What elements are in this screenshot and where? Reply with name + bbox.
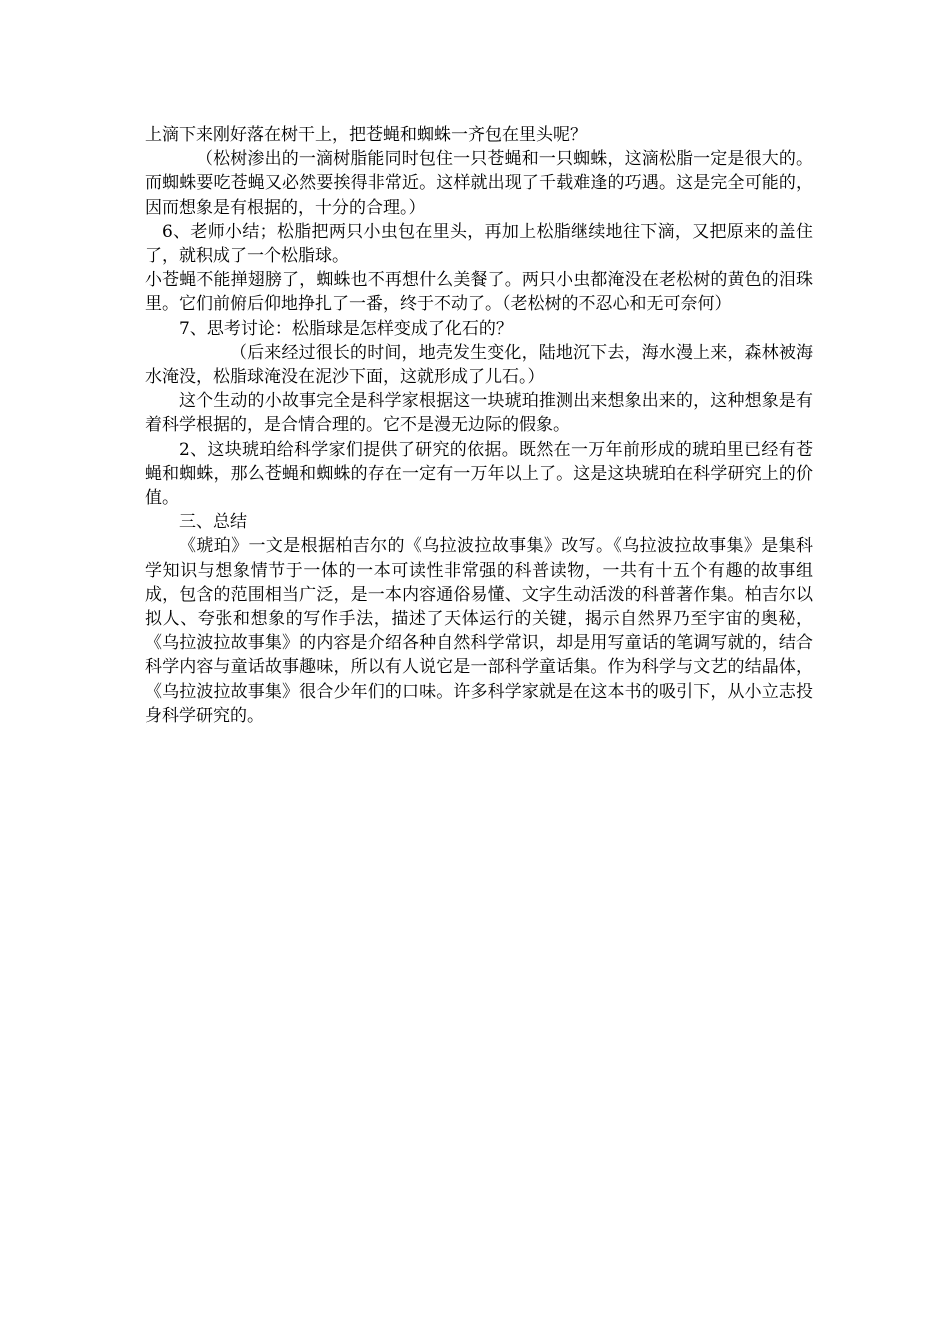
paragraph-summary-body: 《琥珀》一文是根据柏吉尔的《乌拉波拉故事集》改写。《乌拉波拉故事集》是集科学知识与想象情节于一体的一本可读性非常强的科普读物，一共有十五个有趣的故事组成，包含的范围相当广泛，是一本内容通俗易懂、文字生动活泼的科普著作集。柏吉尔以拟人、夸张和想象的写作手法，描述了天体运行的关键，揭示自然界乃至宇宙的奥秘，《乌拉波拉故事集》的内容是介绍各种自然科学常识，却是用写童话的笔调写就的，结合科学内容与童话故事趣味，所以有人说它是一部科学童话集。作为科学与文艺的结晶体，《乌拉波拉故事集》很合少年们的口味。许多科学家就是在这本书的吸引下，从小立志投身科学研究的。 [145, 536, 813, 726]
paragraph-discussion-question: 7、思考讨论：松脂球是怎样变成了化石的？ [179, 318, 513, 339]
paragraph-teacher-summary: 6、老师小结；松脂把两只小虫包在里头，再加上松脂继续地往下滴，又把原来的盖住了，就积成了一个松脂球。 [145, 221, 813, 267]
paragraph-research-value: 2、这块琥珀给科学家们提供了研究的依据。既然在一万年前形成的琥珀里已经有苍蝇和蜘蛛，那么苍蝇和蜘蛛的存在一定有一万年以上了。这是这块琥珀在科学研究上的价值。 [145, 439, 813, 509]
document-page [145, 123, 813, 728]
paragraph-insects-trapped: 小苍蝇不能掸翅膀了，蜘蛛也不再想什么美餐了。两只小虫都淹没在老松树的黄色的泪珠里。它们前俯后仰地挣扎了一番，终于不动了。（老松树的不忍心和无可奈何） [145, 270, 813, 315]
paragraph-continuation: 上滴下来刚好落在树干上，把苍蝇和蜘蛛一齐包在里头呢？ [145, 125, 587, 145]
paragraph-fossil-formation: （后来经过很长的时间，地壳发生变化，陆地沉下去，海水漫上来，森林被海水淹没，松脂球淹没在泥沙下面，这就形成了儿石。） [145, 342, 813, 388]
section-heading-summary: 三、总结 [179, 512, 247, 533]
paragraph-resin-note: （松树渗出的一滴树脂能同时包住一只苍蝇和一只蜘蛛，这滴松脂一定是很大的。而蜘蛛要吃苍蝇又必然要挨得非常近。这样就出现了千载难逢的巧遇。这是完全可能的，因而想象是有根据的，十分的合理。） [145, 149, 813, 218]
paragraph-scientific-imagination: 这个生动的小故事完全是科学家根据这一块琥珀推测出来想象出来的，这种想象是有着科学根据的，是合情合理的。它不是漫无边际的假象。 [145, 391, 813, 436]
